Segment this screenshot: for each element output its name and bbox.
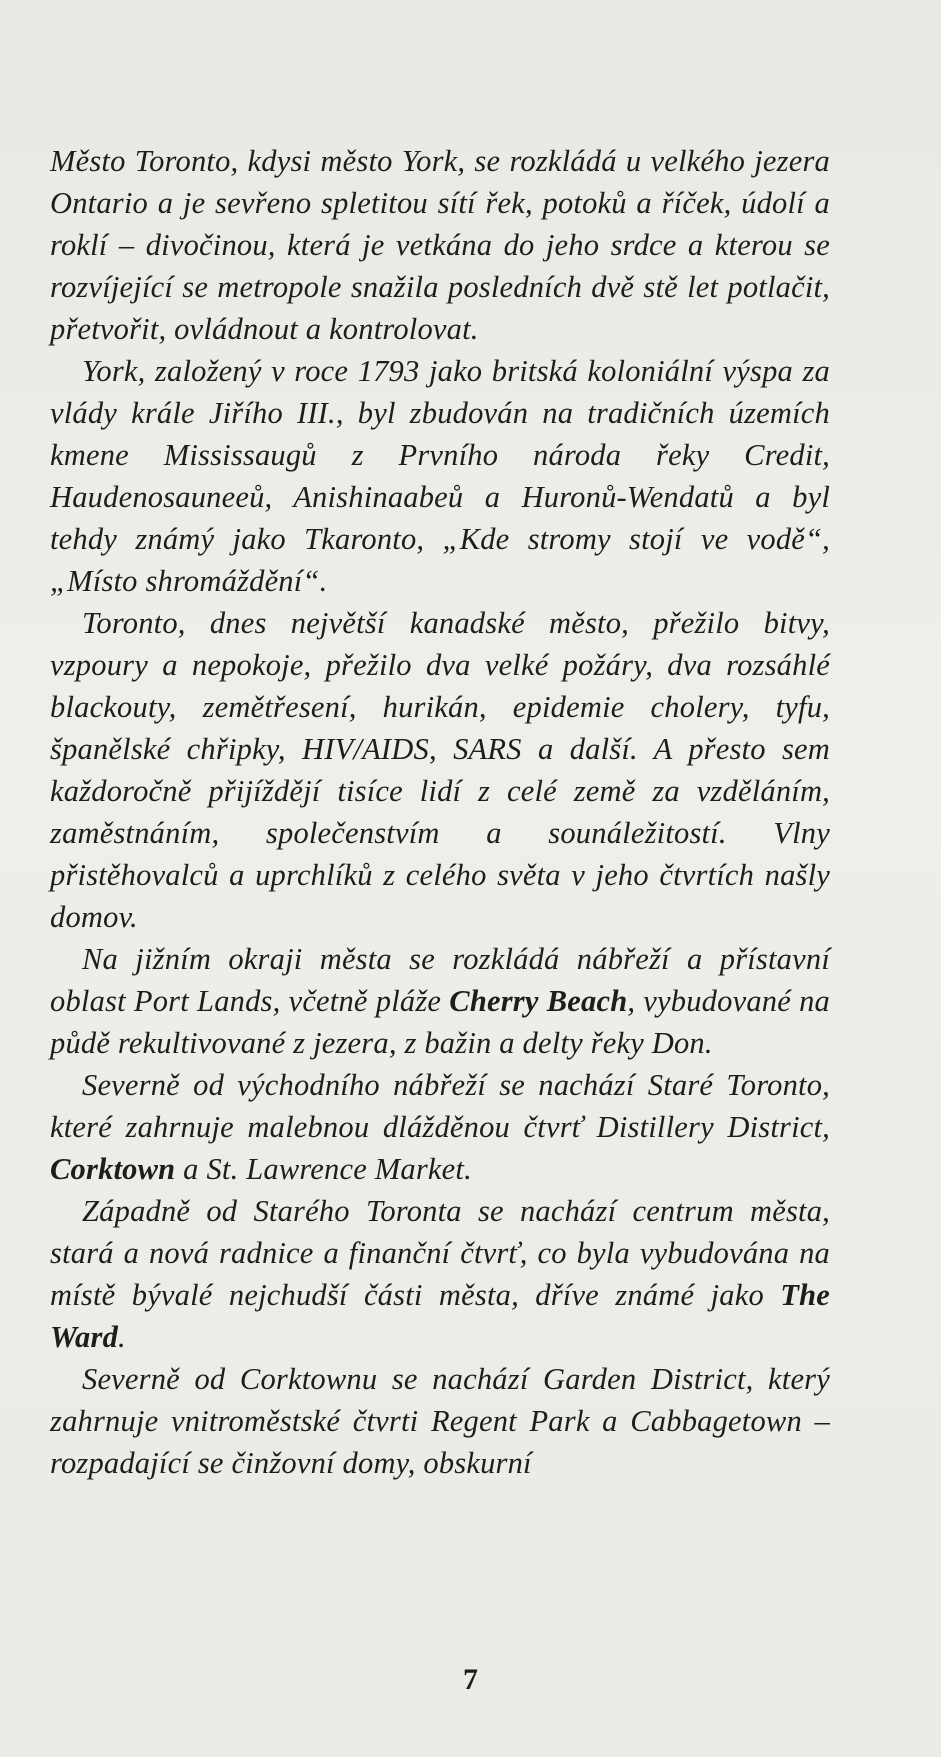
paragraph	[50, 350, 830, 602]
text-segment: Na jižním okraji města se rozkládá nábřeží a přístavní oblast Port Lands, včetně pláže	[50, 942, 830, 1018]
text-segment: Západně od Starého Toronta se nachází centrum města, stará a nová radnice a finanční čtvrť, co byla vybudována na místě bývalé nejchudší části města, dříve známé jako	[50, 1194, 830, 1312]
paragraph	[50, 602, 830, 938]
text-segment: .	[118, 1320, 126, 1354]
paragraph	[50, 1358, 830, 1484]
bold-place-name: The Ward	[50, 1278, 830, 1354]
paragraph	[50, 938, 830, 1064]
text-segment: a St. Lawrence Market.	[175, 1152, 472, 1186]
text-segment: Severně od východního nábřeží se nachází Staré Toronto, které zahrnuje malebnou dlážděnou čtvrť Distillery District,	[50, 1068, 830, 1144]
bold-place-name: Corktown	[50, 1152, 176, 1186]
text-segment: , vybudované na půdě rekultivované z jezera, z bažin a delty řeky Don.	[50, 984, 830, 1060]
bold-place-name: Cherry Beach	[449, 984, 628, 1018]
text-segment: Toronto, dnes největší kanadské město, přežilo bitvy, vzpoury a nepokoje, přežilo dva velké požáry, dva rozsáhlé blackouty, zemětřesení, hurikán, epidemie cholery, tyfu, španělské chřipky, HIV/AIDS, SARS a další. A přesto sem každoročně přijíždějí tisíce lidí z celé země za vzděláním, zaměstnáním, společenstvím a sounáležitostí. Vlny přistěhovalců a uprchlíků z celého světa v jeho čtvrtích našly domov.	[50, 606, 830, 934]
text-segment: Město Toronto, kdysi město York, se rozkládá u velkého jezera Ontario a je sevřeno spletitou sítí řek, potoků a říček, údolí a roklí – divočinou, která je vetkána do jeho srdce a kterou se rozvíjející se metropole snažila posledních dvě stě let potlačit, přetvořit, ovládnout a kontrolovat.	[50, 144, 830, 346]
text-segment: York, založený v roce 1793 jako britská koloniální výspa za vlády krále Jiřího III., byl zbudován na tradičních územích kmene Mississaugů z Prvního národa řeky Credit, Haudenosauneeů, Anishinaabeů a Huronů-Wendatů a byl tehdy známý jako Tkaronto, „Kde stromy stojí ve vodě“, „Místo shromáždění“.	[50, 354, 830, 598]
page-number: 7	[463, 1663, 478, 1696]
paragraph	[50, 1064, 830, 1190]
text-segment: Severně od Corktownu se nachází Garden District, který zahrnuje vnitroměstské čtvrti Regent Park a Cabbagetown – rozpadající se činžovní domy, obskurní	[50, 1362, 830, 1480]
body-text	[50, 140, 830, 1484]
paragraph	[50, 1190, 830, 1358]
paragraph	[50, 140, 830, 350]
